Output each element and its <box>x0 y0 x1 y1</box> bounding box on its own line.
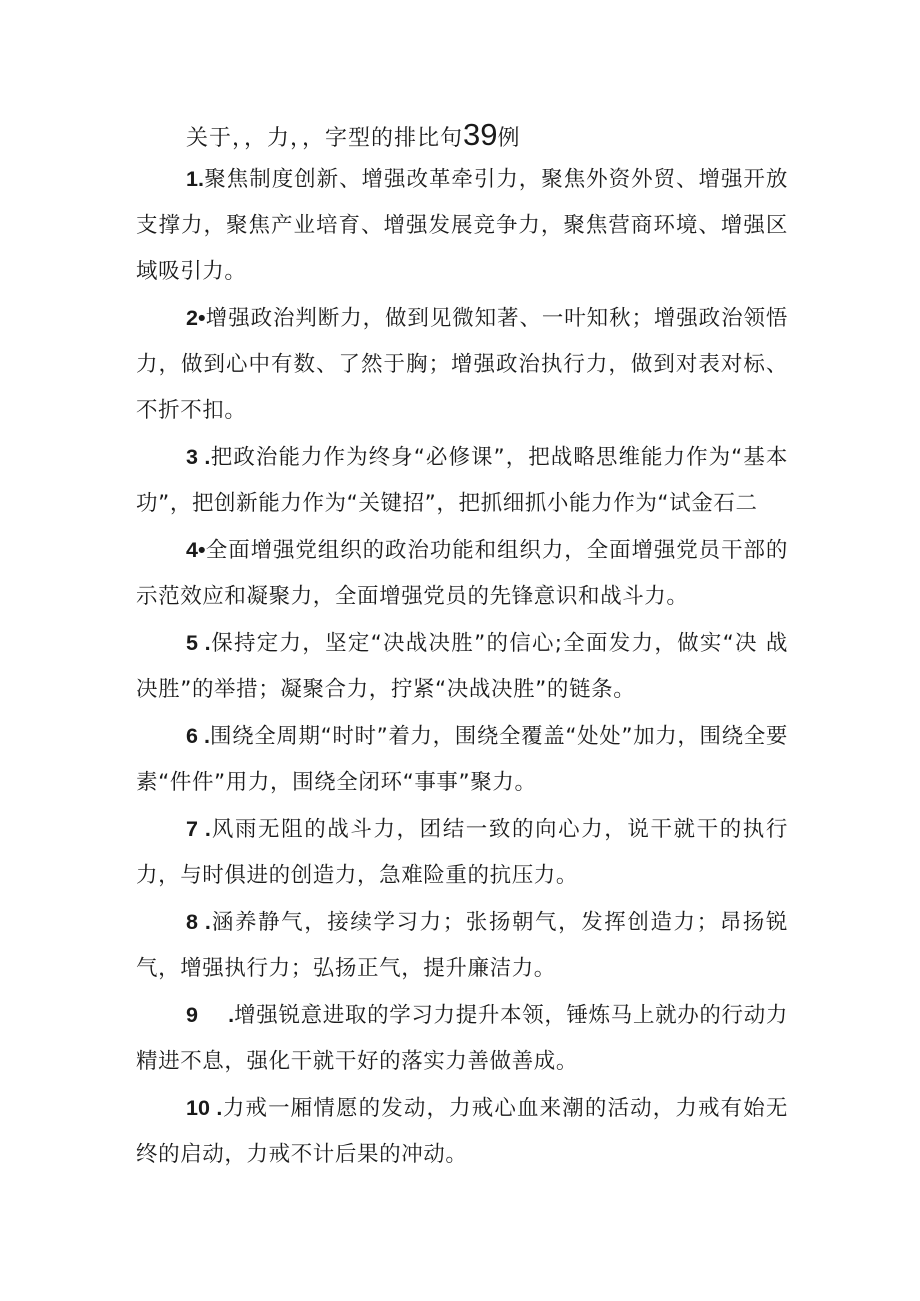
list-item <box>136 156 788 295</box>
list-item <box>136 806 788 899</box>
list-item <box>136 713 788 806</box>
item-number: 9 . <box>186 1003 235 1027</box>
list-item <box>136 899 788 992</box>
list-item <box>136 1085 788 1178</box>
list-item <box>136 295 788 434</box>
list-item <box>136 527 788 620</box>
item-text: 聚焦制度创新、增强改革牵引力，聚焦外资外贸、增强开放支撑力，聚焦产业培育、增强发展竞争力，聚焦营商环境、增强区域吸引力。 <box>136 167 788 284</box>
list-item <box>136 992 788 1085</box>
item-list <box>136 156 788 1178</box>
item-text: 全面增强党组织的政治功能和组织力，全面增强党员干部的示范效应和凝聚力，全面增强党员的先锋意识和战斗力。 <box>136 538 788 609</box>
item-number: 4• <box>186 538 206 562</box>
item-text: 保持定力，坚定“决战决胜”的信心;全面发力，做实“决 战决胜”的举措；凝聚合力，拧紧“决战决胜”的链条。 <box>136 631 789 702</box>
document-title <box>186 112 521 162</box>
item-text: 增强锐意进取的学习力提升本领，锤炼马上就办的行动力精进不息，强化干就干好的落实力善做善成。 <box>136 1003 788 1074</box>
item-text: 增强政治判断力，做到见微知著、一叶知秋；增强政治领悟力，做到心中有数、了然于胸；增强政治执行力，做到对表对标、不折不扣。 <box>136 306 788 423</box>
item-number: 10 . <box>186 1096 223 1120</box>
list-item <box>136 620 788 713</box>
item-text: 围绕全周期“时时”着力，围绕全覆盖“处处”加力，围绕全要素“件件”用力，围绕全闭环“事事”聚力。 <box>136 724 789 795</box>
item-number: 2• <box>186 306 206 330</box>
item-number: 5 . <box>186 631 211 655</box>
item-number: 7 . <box>186 817 211 841</box>
item-number: 1. <box>186 167 204 191</box>
title-suffix: 例 <box>497 126 521 151</box>
item-number: 3 . <box>186 445 211 469</box>
item-text: 力戒一厢情愿的发动，力戒心血来潮的活动，力戒有始无终的启动，力戒不计后果的冲动。 <box>136 1096 788 1167</box>
item-number: 8 . <box>186 910 211 934</box>
item-text: 风雨无阻的战斗力，团结一致的向心力，说干就干的执行力，与时俱进的创造力，急难险重的抗压力。 <box>136 817 788 888</box>
item-text: 把政治能力作为终身“必修课”，把战略思维能力作为“基本功”，把创新能力作为“关键招”，把抓细抓小能力作为“试金石二 <box>136 445 789 516</box>
item-number: 6 . <box>186 724 210 748</box>
title-count: 39 <box>463 117 498 152</box>
title-text: 关于，，力，，字型的排比句 <box>186 126 464 151</box>
list-item <box>136 434 788 527</box>
item-text: 涵养静气，接续学习力；张扬朝气，发挥创造力；昂扬锐气，增强执行力；弘扬正气，提升廉洁力。 <box>136 910 788 981</box>
